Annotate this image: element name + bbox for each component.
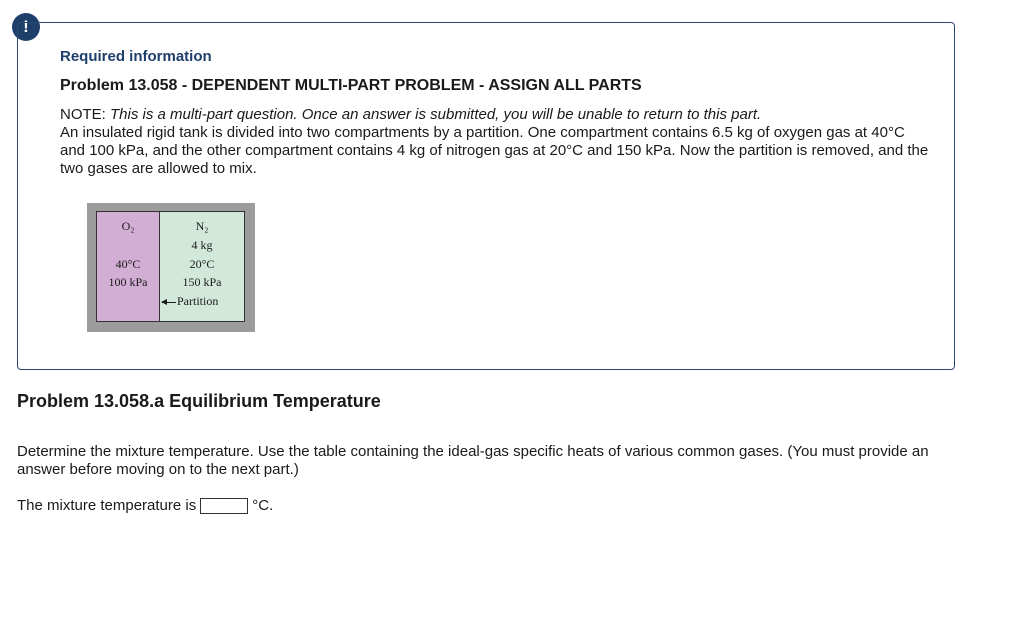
note-label: NOTE: bbox=[60, 106, 111, 123]
answer-unit: °C. bbox=[252, 497, 274, 514]
n2-temperature: 20°C bbox=[189, 257, 215, 271]
n2-pressure: 150 kPa bbox=[182, 275, 222, 289]
tank bbox=[96, 211, 245, 322]
n2-mass: 4 kg bbox=[191, 238, 213, 252]
o2-label: O₂ bbox=[121, 219, 135, 233]
exclamation-icon: ! bbox=[12, 13, 40, 41]
n2-label: N₂ bbox=[195, 219, 209, 233]
oxygen-compartment bbox=[97, 212, 160, 321]
o2-pressure: 100 kPa bbox=[108, 275, 148, 289]
note-text: This is a multi-part question. Once an answer is submitted, you will be unable to return to this part. bbox=[110, 106, 762, 123]
answer-prefix: The mixture temperature is bbox=[17, 497, 197, 514]
part-title: Problem 13.058.a Equilibrium Temperature bbox=[17, 391, 381, 411]
mixture-temperature-input[interactable] bbox=[200, 498, 248, 514]
partition-callout bbox=[162, 294, 218, 309]
required-information-panel bbox=[17, 22, 955, 370]
problem-title: Problem 13.058 - DEPENDENT MULTI-PART PROBLEM - ASSIGN ALL PARTS bbox=[60, 77, 642, 94]
tank-figure bbox=[87, 203, 255, 332]
o2-temperature: 40°C bbox=[115, 257, 141, 271]
part-question: Determine the mixture temperature. Use the table containing the ideal-gas specific heats of various common gases. (You must provide an answer before moving on to the next part.) bbox=[17, 443, 929, 478]
partition-label: Partition bbox=[177, 294, 219, 308]
required-information-heading: Required information bbox=[60, 48, 212, 65]
left-arrow-icon bbox=[162, 302, 176, 303]
problem-body: An insulated rigid tank is divided into two compartments by a partition. One compartment contains 6.5 kg of oxygen gas at 40°C and 100 kPa, and the other compartment contains 4 kg of nitrogen gas at 20°C and 150 kPa. Now the partition is removed, and the two gases are allowed to mix. bbox=[60, 124, 929, 177]
answer-line bbox=[17, 497, 273, 514]
problem-statement bbox=[60, 106, 930, 178]
nitrogen-compartment bbox=[160, 212, 244, 321]
